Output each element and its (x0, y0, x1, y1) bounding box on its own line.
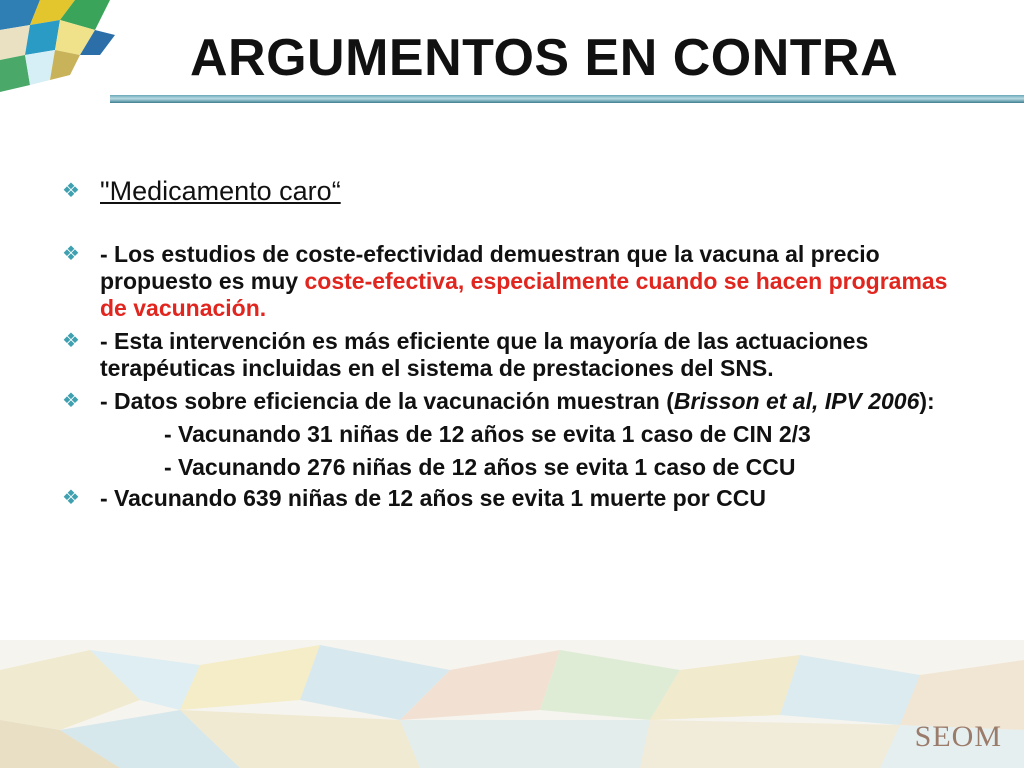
bullet-text-3 (100, 388, 962, 481)
bullet-3-text: - Datos sobre eficiencia de la vacunación muestran ( (100, 388, 674, 414)
bullet-item-2 (62, 328, 962, 382)
sub-item-2: - Vacunando 276 niñas de 12 años se evita 1 caso de CCU (164, 454, 796, 480)
bullet-item-1 (62, 241, 962, 322)
heading-item (62, 178, 962, 205)
bullet-text-4: - Vacunando 639 niñas de 12 años se evita 1 muerte por CCU (100, 485, 766, 511)
bullet-1-highlight: coste-efectiva, especialmente cuando se hacen programas de vacunación. (100, 268, 948, 321)
diamond-bullet-icon: ❖ (62, 330, 80, 352)
title-divider (110, 95, 1024, 103)
heading-text: "Medicamento caro“ (100, 176, 341, 206)
bottom-mosaic-decoration (0, 640, 1024, 768)
diamond-bullet-icon: ❖ (62, 243, 80, 265)
corner-mosaic-decoration (0, 0, 130, 95)
bullet-item-4 (62, 485, 962, 512)
bullet-3-text-end: ): (919, 388, 935, 414)
slide-content (62, 178, 962, 512)
diamond-bullet-icon: ❖ (62, 390, 80, 412)
bullet-3-citation: Brisson et al, IPV 2006 (673, 388, 920, 414)
sub-item-1: - Vacunando 31 niñas de 12 años se evita 1 caso de CIN 2/3 (164, 421, 811, 447)
seom-logo: SEOM (914, 720, 1002, 753)
bullet-1-text: - Los estudios de coste-efectividad demuestran que la vacuna al precio propuesto es muy (100, 241, 880, 294)
slide-title: ARGUMENTOS EN CONTRA (190, 29, 899, 87)
diamond-bullet-icon: ❖ (62, 487, 80, 509)
bullet-text-1 (100, 241, 962, 322)
diamond-bullet-icon: ❖ (62, 180, 80, 202)
bullet-text-2: - Esta intervención es más eficiente que la mayoría de las actuaciones terapéuticas incluidas en el sistema de prestaciones del SNS. (100, 328, 869, 381)
bullet-item-3 (62, 388, 962, 481)
